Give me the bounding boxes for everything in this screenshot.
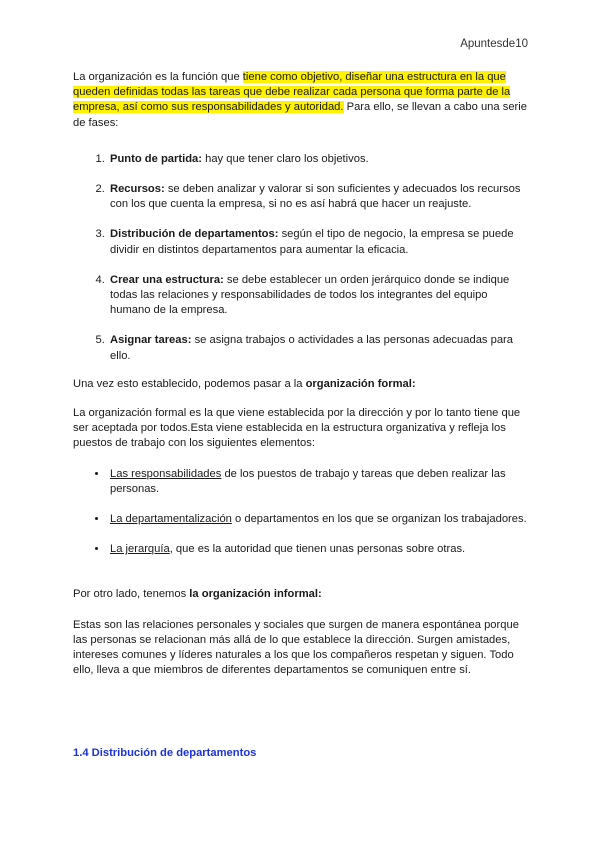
formal-intro-paragraph xyxy=(73,377,531,392)
element-term: Las responsabilidades xyxy=(110,467,222,480)
element-text: , que es la autoridad que tienen unas personas sobre otras. xyxy=(169,543,466,556)
list-item xyxy=(108,512,531,527)
element-text: o departamentos en los que se organizan los trabajadores. xyxy=(231,513,527,526)
list-item xyxy=(108,227,531,257)
list-item xyxy=(108,182,531,212)
section-heading: 1.4 Distribución de departamentos xyxy=(73,747,257,760)
phases-list xyxy=(73,152,531,364)
list-item xyxy=(108,152,531,167)
page-header-label: Apuntesde10 xyxy=(460,38,528,50)
formal-intro-bold: organización formal: xyxy=(305,377,416,390)
intro-highlighted-text: tiene como objetivo, diseñar una estructura en la que queden definidas todas las tareas que debe realizar cada persona que forma parte de la empresa, así como sus responsabilidades y autoridad. xyxy=(73,71,511,114)
list-item xyxy=(108,467,531,497)
list-item xyxy=(108,273,531,319)
step-text: se asigna trabajos o actividades a las personas adecuadas para ello. xyxy=(110,334,514,362)
document-body xyxy=(73,70,531,762)
step-text: hay que tener claro los objetivos. xyxy=(202,152,369,165)
list-item xyxy=(108,333,531,363)
step-title: Asignar tareas: xyxy=(110,334,192,347)
informal-intro-paragraph xyxy=(73,587,531,602)
formal-intro-text: Una vez esto establecido, podemos pasar a la xyxy=(73,377,306,390)
intro-text-before: La organización es la función que xyxy=(73,71,243,83)
step-text: se deben analizar y valorar si son suficientes y adecuados los recursos con los que cuenta la empresa, si no es así habrá que hacer un reajuste. xyxy=(110,183,521,211)
step-title: Punto de partida: xyxy=(110,152,202,165)
elements-list xyxy=(73,467,531,558)
informal-intro-bold: la organización informal: xyxy=(189,588,322,601)
element-term: La jerarquía xyxy=(110,543,170,556)
list-item xyxy=(108,542,531,557)
informal-description-paragraph: Estas son las relaciones personales y sociales que surgen de manera espontánea porque las personas se relacionan más allá de lo que establece la dirección. Surgen amistades, intereses comunes y líderes naturales a los que los compañeros respetan y siguen. Todo ello, lleva a que miembros de diferentes departamentos se comuniquen entre sí. xyxy=(73,618,519,677)
element-term: La departamentalización xyxy=(110,513,232,526)
intro-text-after: Para ello, se llevan a cabo una serie de fases: xyxy=(73,101,527,129)
step-title: Distribución de departamentos: xyxy=(110,228,279,241)
step-title: Recursos: xyxy=(110,183,165,196)
formal-description-paragraph: La organización formal es la que viene establecida por la dirección y por lo tanto tiene que ser aceptada por todos.Esta viene establecida en la estructura organizativa y refleja los puestos de trabajo con los siguientes elementos: xyxy=(73,407,521,450)
informal-intro-text: Por otro lado, tenemos xyxy=(73,588,190,601)
step-title: Crear una estructura: xyxy=(110,273,224,286)
element-text: de los puestos de trabajo y tareas que deben realizar las personas. xyxy=(110,467,506,495)
step-text: se debe establecer un orden jerárquico donde se indique todas las relaciones y responsabilidades de todos los integrantes del equipo humano de la empresa. xyxy=(110,273,510,317)
intro-paragraph xyxy=(73,70,531,131)
step-text: según el tipo de negocio, la empresa se puede dividir en distintos departamentos para aumentar la eficacia. xyxy=(110,228,514,256)
